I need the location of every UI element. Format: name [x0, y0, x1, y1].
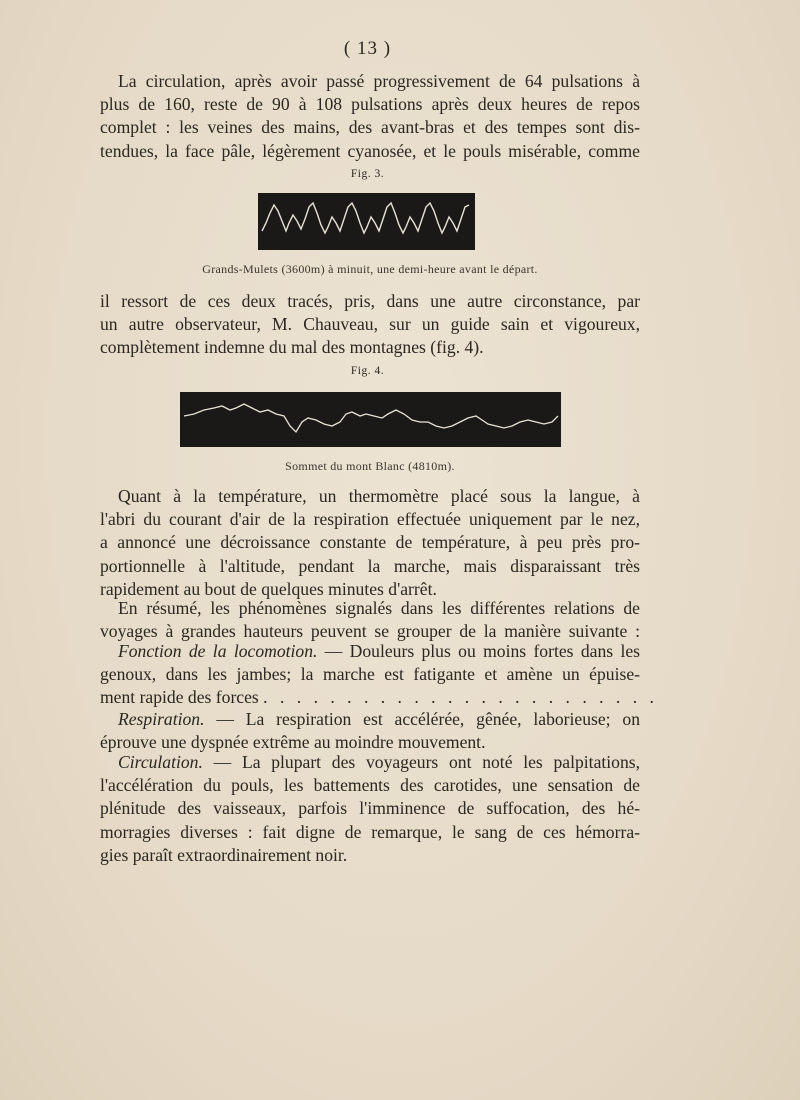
text-fragment: ment rapide des forces [100, 687, 259, 708]
figure-4-caption: Sommet du mont Blanc (4810m). [285, 459, 455, 473]
paragraph-circulation-intro [100, 70, 640, 163]
text-line: rapidement au bout de quelques minutes d'arrêt. [100, 578, 437, 599]
figure-4-pulse-trace [180, 392, 561, 447]
text-line: plus de 160, reste de 90 à 108 pulsations après deux heures de repos [100, 94, 640, 115]
paragraph-temperature [100, 485, 640, 601]
text-line [100, 708, 640, 731]
text-fragment: — La plupart des voyageurs ont noté les palpitations, [202, 752, 640, 772]
text-line: morragies diverses : fait digne de remarque, le sang de ces hémorra- [100, 821, 640, 842]
section-heading-locomotion: Fonction de la locomotion. [118, 641, 318, 661]
text-line [100, 686, 658, 709]
paragraph-chauveau [100, 290, 640, 360]
text-line: l'accélération du pouls, les battements des carotides, une sensation de [100, 775, 640, 796]
text-line: Quant à la température, un thermomètre placé sous la langue, à [118, 486, 640, 506]
paragraph-summary [100, 597, 640, 643]
figure-3-caption: Grands-Mulets (3600m) à minuit, une demi-heure avant le départ. [202, 262, 538, 276]
text-line: La circulation, après avoir passé progressivement de 64 pulsations à [118, 71, 640, 91]
figure-4-label: Fig. 4. [350, 365, 385, 377]
text-line: tendues, la face pâle, légèrement cyanosée, et le pouls misérable, comme [100, 140, 640, 161]
leader-dots: . . . . . . . . . . . . . . . . . . . . . . . . [263, 687, 658, 708]
text-line: l'abri du courant d'air de la respiration effectuée uniquement par le nez, [100, 509, 640, 530]
text-line: gies paraît extraordinairement noir. [100, 844, 348, 865]
text-line: il ressort de ces deux tracés, pris, dans une autre circonstance, par [100, 291, 640, 311]
text-line: a annoncé une décroissance constante de température, à peu près pro- [100, 532, 640, 553]
text-line: portionnelle à l'altitude, pendant la marche, mais disparaissant très [100, 555, 640, 576]
text-line: complètement indemne du mal des montagnes (fig. 4). [100, 337, 484, 358]
paragraph-circulation [100, 751, 640, 867]
figure-3-label: Fig. 3. [350, 168, 385, 180]
text-line: voyages à grandes hauteurs peuvent se grouper de la manière suivante : [100, 621, 640, 642]
page-number: ( 13 ) [343, 38, 392, 59]
section-heading-respiration: Respiration. [118, 709, 205, 729]
text-line: plénitude des vaisseaux, parfois l'imminence de suffocation, des hé- [100, 798, 640, 819]
text-line: un autre observateur, M. Chauveau, sur un guide sain et vigoureux, [100, 314, 640, 335]
paragraph-locomotion [100, 640, 658, 710]
text-fragment: — La respiration est accélérée, gênée, laborieuse; on [204, 709, 640, 729]
text-line: complet : les veines des mains, des avant-bras et des tempes sont dis- [100, 117, 640, 138]
text-line: En résumé, les phénomènes signalés dans les différentes relations de [118, 598, 640, 618]
paragraph-respiration [100, 708, 640, 754]
figure-3-pulse-trace [258, 193, 475, 250]
text-line [100, 751, 640, 774]
text-fragment: — Douleurs plus ou moins fortes dans les [317, 641, 640, 661]
text-line: éprouve une dyspnée extrême au moindre mouvement. [100, 732, 486, 753]
text-line: genoux, dans les jambes; la marche est fatigante et amène un épuise- [100, 664, 640, 685]
section-heading-circulation: Circulation. [118, 752, 203, 772]
text-line [100, 640, 640, 663]
